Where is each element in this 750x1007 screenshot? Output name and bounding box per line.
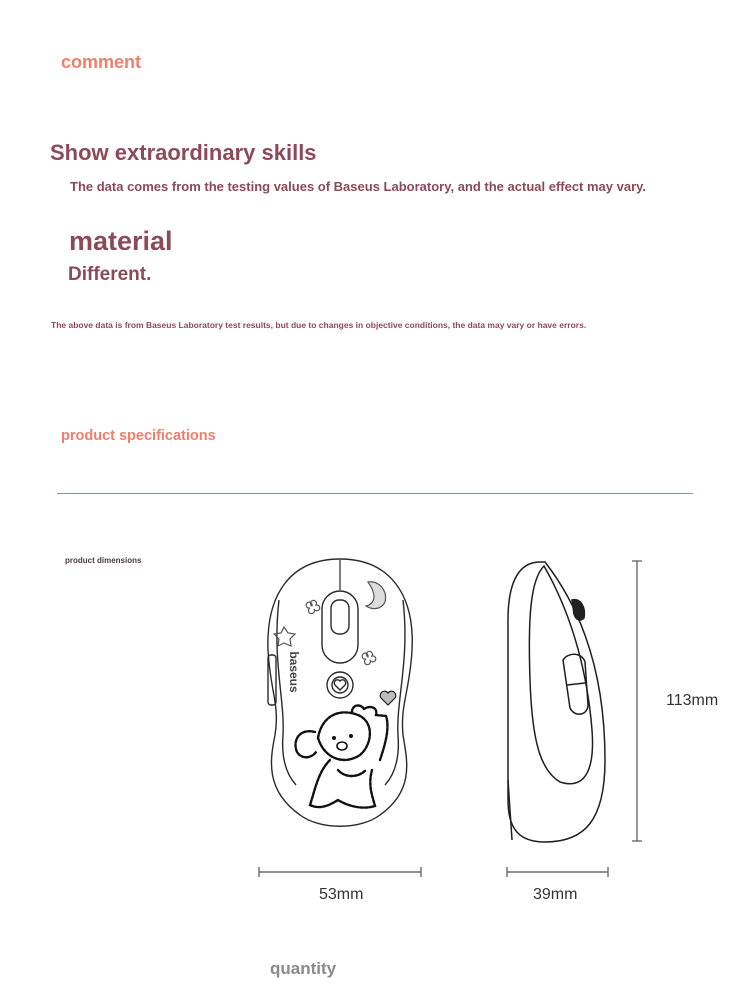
- dpi-button-outer: [327, 672, 353, 698]
- height-dimension: 113mm: [666, 692, 719, 709]
- bear-face: [332, 734, 353, 750]
- disclaimer-text: The above data is from Baseus Laboratory test results, but due to changes in objective conditions, the data may vary or have errors.: [51, 320, 587, 330]
- quantity-heading: quantity: [270, 959, 337, 978]
- dimensions-label: product dimensions: [65, 556, 142, 565]
- material-heading: material: [69, 226, 173, 250]
- flower-icon-2: [362, 651, 376, 664]
- material-subheading: Different.: [68, 264, 152, 285]
- mouse-side-view: [508, 562, 605, 842]
- side-inner-curve: [529, 566, 592, 784]
- showcase-note: The data comes from the testing values of Baseus Laboratory, and the actual effect may vary.: [70, 179, 647, 194]
- mouse-brand-text: baseus: [287, 651, 301, 693]
- depth-dimension: 39mm: [533, 886, 578, 903]
- flower-icon-1: [306, 600, 320, 613]
- bear-doodle-icon: [296, 705, 388, 807]
- side-wheel-bump: [572, 600, 584, 620]
- scroll-wheel-housing: [322, 591, 358, 663]
- scroll-wheel: [331, 600, 349, 634]
- moon-icon: [366, 582, 386, 609]
- comment-heading: comment: [61, 52, 142, 72]
- heart-button-icon: [334, 680, 345, 690]
- showcase-title: Show extraordinary skills: [50, 140, 317, 165]
- heart-sticker-icon: [380, 691, 396, 705]
- specs-heading: product specifications: [61, 428, 216, 444]
- width-dimension: 53mm: [319, 886, 364, 903]
- side-outline: [508, 562, 605, 842]
